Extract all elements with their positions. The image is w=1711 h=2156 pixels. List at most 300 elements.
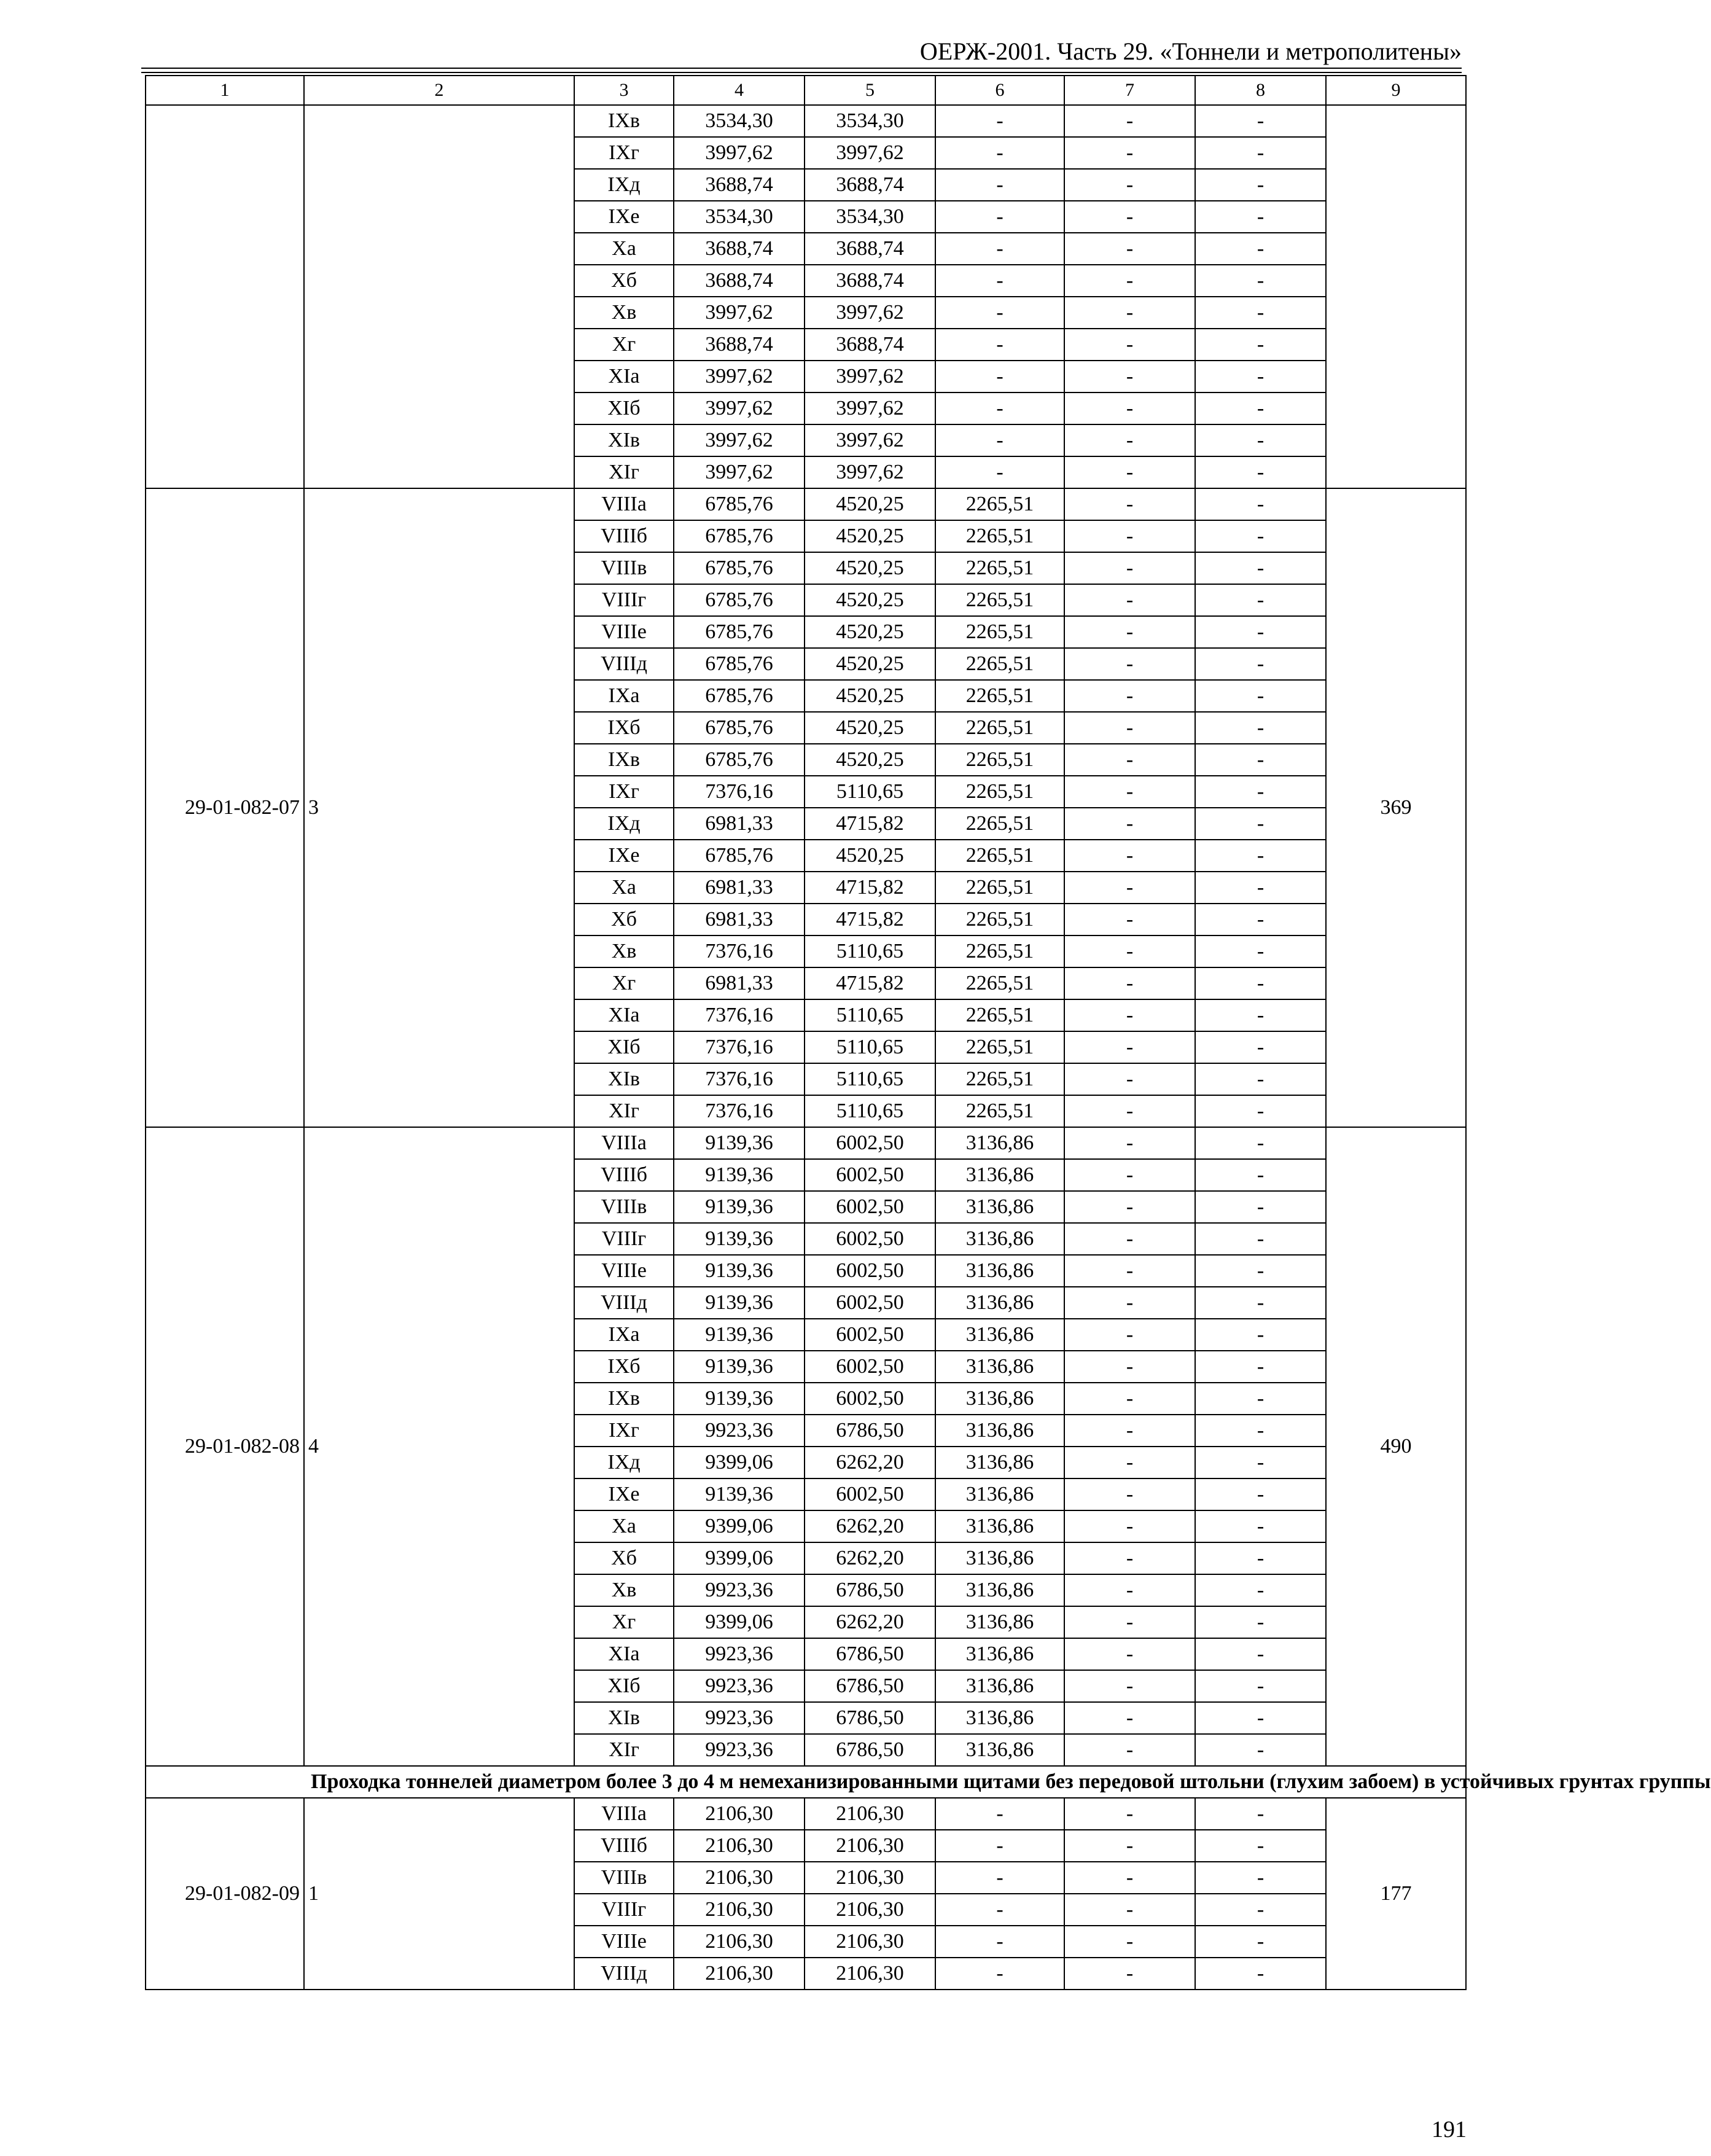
value-cell: 3997,62: [674, 456, 805, 488]
value-cell: 9139,36: [674, 1127, 805, 1159]
value-cell: -: [1064, 1127, 1195, 1159]
column-number: 1: [146, 76, 304, 105]
value-cell: 3688,74: [805, 169, 935, 201]
value-cell: 2265,51: [935, 967, 1064, 999]
column-number: 9: [1326, 76, 1466, 105]
value-cell: -: [1195, 1510, 1326, 1542]
value-cell: 2106,30: [805, 1958, 935, 1990]
material-cell: [1326, 105, 1466, 488]
value-cell: 5110,65: [805, 935, 935, 967]
value-cell: -: [1195, 201, 1326, 233]
value-cell: 6981,33: [674, 904, 805, 935]
value-cell: -: [1064, 776, 1195, 808]
soil-group-cell: Xа: [574, 1510, 674, 1542]
value-cell: 6785,76: [674, 712, 805, 744]
value-cell: 4715,82: [805, 904, 935, 935]
value-cell: -: [1195, 105, 1326, 137]
page-header: ОЕРЖ-2001. Часть 29. «Тоннели и метрополитены»: [919, 37, 1462, 65]
value-cell: -: [935, 105, 1064, 137]
value-cell: 4520,25: [805, 488, 935, 520]
soil-group-cell: IXв: [574, 105, 674, 137]
value-cell: -: [1195, 680, 1326, 712]
value-cell: 6786,50: [805, 1734, 935, 1766]
section-row: [146, 1766, 1466, 1798]
value-cell: -: [1195, 1095, 1326, 1127]
value-cell: 2265,51: [935, 488, 1064, 520]
value-cell: -: [1064, 1159, 1195, 1191]
header-rule: [141, 68, 1462, 69]
value-cell: -: [1064, 137, 1195, 169]
value-cell: 6981,33: [674, 872, 805, 904]
soil-group-cell: XIб: [574, 393, 674, 424]
value-cell: 2265,51: [935, 520, 1064, 552]
value-cell: 2265,51: [935, 584, 1064, 616]
value-cell: 3136,86: [935, 1191, 1064, 1223]
value-cell: 2265,51: [935, 616, 1064, 648]
soil-group-cell: XIв: [574, 1702, 674, 1734]
soil-group-cell: VIIIв: [574, 552, 674, 584]
value-cell: 6785,76: [674, 520, 805, 552]
soil-group-cell: XIб: [574, 1670, 674, 1702]
value-cell: 3997,62: [805, 393, 935, 424]
section-title-cell: [146, 1766, 1711, 1798]
value-cell: -: [1064, 1191, 1195, 1223]
value-cell: -: [935, 169, 1064, 201]
value-cell: -: [1064, 1542, 1195, 1574]
value-cell: 2265,51: [935, 744, 1064, 776]
column-number: 7: [1064, 76, 1195, 105]
value-cell: 3534,30: [674, 105, 805, 137]
value-cell: 3997,62: [674, 137, 805, 169]
value-cell: -: [935, 1798, 1064, 1830]
value-cell: 2265,51: [935, 648, 1064, 680]
value-cell: -: [1195, 1159, 1326, 1191]
column-number: 3: [574, 76, 674, 105]
soil-group-cell: XIг: [574, 1734, 674, 1766]
value-cell: 9923,36: [674, 1734, 805, 1766]
value-cell: 2106,30: [805, 1926, 935, 1958]
value-cell: -: [935, 456, 1064, 488]
value-cell: -: [1195, 329, 1326, 361]
soil-group-cell: VIIIе: [574, 616, 674, 648]
value-cell: 2265,51: [935, 840, 1064, 872]
value-cell: -: [1064, 808, 1195, 840]
value-cell: 2265,51: [935, 712, 1064, 744]
value-cell: -: [1064, 1734, 1195, 1766]
value-cell: -: [1064, 520, 1195, 552]
soil-group-cell: IXв: [574, 744, 674, 776]
value-cell: -: [1195, 233, 1326, 265]
value-cell: 2265,51: [935, 552, 1064, 584]
value-cell: 6785,76: [674, 648, 805, 680]
value-cell: 4715,82: [805, 967, 935, 999]
value-cell: 9139,36: [674, 1191, 805, 1223]
material-cell: 369: [1326, 488, 1466, 1127]
table-row: [146, 1127, 1466, 1159]
value-cell: -: [1064, 1031, 1195, 1063]
value-cell: 9923,36: [674, 1638, 805, 1670]
soil-group-cell: VIIIв: [574, 1191, 674, 1223]
value-cell: 5110,65: [805, 1031, 935, 1063]
soil-group-cell: Xб: [574, 1542, 674, 1574]
value-cell: 9923,36: [674, 1702, 805, 1734]
value-cell: 6002,50: [805, 1127, 935, 1159]
value-cell: -: [1195, 808, 1326, 840]
value-cell: 3136,86: [935, 1606, 1064, 1638]
value-cell: -: [1064, 1063, 1195, 1095]
value-cell: -: [1195, 904, 1326, 935]
value-cell: -: [1064, 1510, 1195, 1542]
value-cell: 6262,20: [805, 1447, 935, 1478]
value-cell: -: [935, 201, 1064, 233]
value-cell: 6785,76: [674, 744, 805, 776]
value-cell: 9399,06: [674, 1606, 805, 1638]
value-cell: 3997,62: [674, 424, 805, 456]
diameter-cell: 1: [304, 1798, 574, 1990]
value-cell: 6785,76: [674, 552, 805, 584]
soil-group-cell: XIа: [574, 1638, 674, 1670]
soil-group-cell: VIIIа: [574, 488, 674, 520]
value-cell: 6786,50: [805, 1702, 935, 1734]
value-cell: -: [1064, 712, 1195, 744]
value-cell: 9923,36: [674, 1574, 805, 1606]
soil-group-cell: Xв: [574, 1574, 674, 1606]
soil-group-cell: IXе: [574, 1478, 674, 1510]
value-cell: 9923,36: [674, 1670, 805, 1702]
column-number: 5: [805, 76, 935, 105]
value-cell: 6002,50: [805, 1223, 935, 1255]
value-cell: -: [1064, 1702, 1195, 1734]
value-cell: -: [1195, 648, 1326, 680]
value-cell: -: [1195, 1734, 1326, 1766]
value-cell: 2106,30: [805, 1830, 935, 1862]
value-cell: 7376,16: [674, 1095, 805, 1127]
value-cell: 7376,16: [674, 776, 805, 808]
value-cell: 4520,25: [805, 680, 935, 712]
value-cell: 3136,86: [935, 1351, 1064, 1383]
value-cell: 6002,50: [805, 1255, 935, 1287]
value-cell: -: [1195, 169, 1326, 201]
value-cell: 3136,86: [935, 1127, 1064, 1159]
soil-group-cell: VIIIе: [574, 1255, 674, 1287]
value-cell: -: [1064, 1606, 1195, 1638]
value-cell: 9139,36: [674, 1319, 805, 1351]
value-cell: -: [1195, 1702, 1326, 1734]
value-cell: -: [1195, 1127, 1326, 1159]
value-cell: 3136,86: [935, 1287, 1064, 1319]
value-cell: 6981,33: [674, 967, 805, 999]
value-cell: -: [1064, 1415, 1195, 1447]
column-number: 4: [674, 76, 805, 105]
material-cell: 177: [1326, 1798, 1466, 1990]
value-cell: 3688,74: [674, 169, 805, 201]
value-cell: -: [1195, 935, 1326, 967]
value-cell: 6786,50: [805, 1638, 935, 1670]
value-cell: 3534,30: [805, 105, 935, 137]
value-cell: 2265,51: [935, 1063, 1064, 1095]
value-cell: -: [1064, 1351, 1195, 1383]
value-cell: 6262,20: [805, 1606, 935, 1638]
value-cell: 2265,51: [935, 776, 1064, 808]
value-cell: -: [1195, 552, 1326, 584]
soil-group-cell: VIIIа: [574, 1127, 674, 1159]
value-cell: -: [1195, 967, 1326, 999]
value-cell: 2106,30: [674, 1830, 805, 1862]
soil-group-cell: Xг: [574, 1606, 674, 1638]
soil-group-cell: VIIIд: [574, 1958, 674, 1990]
value-cell: 3136,86: [935, 1670, 1064, 1702]
value-cell: -: [935, 424, 1064, 456]
soil-group-cell: IXб: [574, 1351, 674, 1383]
value-cell: 9923,36: [674, 1415, 805, 1447]
soil-group-cell: Xг: [574, 329, 674, 361]
value-cell: -: [1064, 935, 1195, 967]
value-cell: -: [1064, 744, 1195, 776]
value-cell: -: [1064, 1383, 1195, 1415]
value-cell: -: [1064, 648, 1195, 680]
value-cell: -: [1064, 105, 1195, 137]
value-cell: 2106,30: [674, 1894, 805, 1926]
value-cell: -: [1195, 1478, 1326, 1510]
value-cell: -: [1195, 1447, 1326, 1478]
value-cell: 7376,16: [674, 1031, 805, 1063]
soil-group-cell: IXа: [574, 680, 674, 712]
value-cell: 6785,76: [674, 680, 805, 712]
value-cell: -: [1195, 776, 1326, 808]
value-cell: -: [1195, 1862, 1326, 1894]
value-cell: 5110,65: [805, 1095, 935, 1127]
header-rule: [141, 72, 1462, 73]
value-cell: 3688,74: [674, 233, 805, 265]
soil-group-cell: Xа: [574, 233, 674, 265]
soil-group-cell: Xв: [574, 935, 674, 967]
value-cell: -: [1195, 297, 1326, 329]
soil-group-cell: XIа: [574, 999, 674, 1031]
value-cell: -: [1064, 488, 1195, 520]
soil-group-cell: Xа: [574, 872, 674, 904]
value-cell: 9399,06: [674, 1510, 805, 1542]
value-cell: 3534,30: [805, 201, 935, 233]
value-cell: -: [1195, 393, 1326, 424]
value-cell: 9399,06: [674, 1542, 805, 1574]
value-cell: 2265,51: [935, 872, 1064, 904]
value-cell: -: [1064, 1894, 1195, 1926]
diameter-cell: 3: [304, 488, 574, 1127]
value-cell: -: [1064, 1478, 1195, 1510]
value-cell: -: [1195, 265, 1326, 297]
value-cell: -: [1195, 456, 1326, 488]
value-cell: 3136,86: [935, 1319, 1064, 1351]
value-cell: -: [1064, 1958, 1195, 1990]
value-cell: 3688,74: [674, 265, 805, 297]
soil-group-cell: XIв: [574, 1063, 674, 1095]
value-cell: 6785,76: [674, 488, 805, 520]
value-cell: 3136,86: [935, 1510, 1064, 1542]
value-cell: 2106,30: [674, 1798, 805, 1830]
value-cell: 2106,30: [674, 1862, 805, 1894]
value-cell: -: [1064, 904, 1195, 935]
value-cell: 6002,50: [805, 1478, 935, 1510]
value-cell: -: [935, 297, 1064, 329]
value-cell: -: [1195, 1031, 1326, 1063]
soil-group-cell: XIб: [574, 1031, 674, 1063]
value-cell: 6002,50: [805, 1319, 935, 1351]
value-cell: -: [1195, 1926, 1326, 1958]
value-cell: -: [1195, 137, 1326, 169]
value-cell: -: [1195, 1191, 1326, 1223]
value-cell: 9139,36: [674, 1287, 805, 1319]
value-cell: -: [1064, 872, 1195, 904]
value-cell: -: [1064, 329, 1195, 361]
value-cell: -: [1064, 999, 1195, 1031]
table-row: [146, 488, 1466, 520]
value-cell: 2265,51: [935, 904, 1064, 935]
value-cell: 6002,50: [805, 1383, 935, 1415]
value-cell: 3688,74: [805, 233, 935, 265]
value-cell: 7376,16: [674, 999, 805, 1031]
value-cell: -: [1195, 1542, 1326, 1574]
value-cell: 3997,62: [805, 137, 935, 169]
value-cell: 3136,86: [935, 1255, 1064, 1287]
value-cell: 2265,51: [935, 808, 1064, 840]
soil-group-cell: IXд: [574, 1447, 674, 1478]
rates-table: [145, 75, 1711, 1990]
value-cell: -: [1195, 1063, 1326, 1095]
soil-group-cell: IXа: [574, 1319, 674, 1351]
soil-group-cell: IXд: [574, 169, 674, 201]
section-title: Проходка тоннелей диаметром более 3 до 4 м немеханизированными щитами без передовой штольни (глухим забоем) в устойчивых грунтах группы: [311, 1770, 1711, 1793]
value-cell: -: [1064, 584, 1195, 616]
value-cell: 3136,86: [935, 1223, 1064, 1255]
soil-group-cell: VIIIб: [574, 1159, 674, 1191]
value-cell: -: [1195, 1351, 1326, 1383]
value-cell: -: [1195, 520, 1326, 552]
value-cell: -: [1064, 680, 1195, 712]
value-cell: 3997,62: [805, 297, 935, 329]
diameter-cell: [304, 105, 574, 488]
value-cell: -: [1195, 1958, 1326, 1990]
value-cell: -: [1195, 1638, 1326, 1670]
value-cell: -: [1064, 1830, 1195, 1862]
value-cell: 7376,16: [674, 935, 805, 967]
value-cell: -: [1064, 1255, 1195, 1287]
norm-code-cell: 29-01-082-09: [146, 1798, 304, 1990]
value-cell: -: [1195, 1415, 1326, 1447]
value-cell: -: [935, 1830, 1064, 1862]
value-cell: 3136,86: [935, 1574, 1064, 1606]
value-cell: -: [935, 1894, 1064, 1926]
value-cell: 5110,65: [805, 999, 935, 1031]
value-cell: -: [1064, 1638, 1195, 1670]
value-cell: 9139,36: [674, 1351, 805, 1383]
value-cell: -: [1064, 393, 1195, 424]
column-number-row: [146, 76, 1466, 105]
value-cell: 4520,25: [805, 648, 935, 680]
soil-group-cell: VIIIг: [574, 584, 674, 616]
soil-group-cell: IXг: [574, 776, 674, 808]
value-cell: -: [935, 1862, 1064, 1894]
soil-group-cell: IXб: [574, 712, 674, 744]
value-cell: 2265,51: [935, 999, 1064, 1031]
value-cell: -: [935, 393, 1064, 424]
value-cell: -: [1195, 1830, 1326, 1862]
value-cell: 3688,74: [805, 265, 935, 297]
value-cell: -: [1195, 840, 1326, 872]
value-cell: 5110,65: [805, 1063, 935, 1095]
value-cell: 4520,25: [805, 584, 935, 616]
value-cell: -: [1064, 424, 1195, 456]
value-cell: -: [1195, 1255, 1326, 1287]
value-cell: -: [1064, 1926, 1195, 1958]
value-cell: -: [1064, 1447, 1195, 1478]
value-cell: 3997,62: [805, 361, 935, 393]
value-cell: 2265,51: [935, 1095, 1064, 1127]
soil-group-cell: VIIIг: [574, 1223, 674, 1255]
value-cell: -: [1195, 1574, 1326, 1606]
value-cell: 3136,86: [935, 1702, 1064, 1734]
value-cell: -: [1195, 1894, 1326, 1926]
norm-code-cell: 29-01-082-08: [146, 1127, 304, 1766]
value-cell: 3136,86: [935, 1542, 1064, 1574]
value-cell: -: [1195, 616, 1326, 648]
norm-code-cell: 29-01-082-07: [146, 488, 304, 1127]
soil-group-cell: VIIIд: [574, 648, 674, 680]
column-number: 8: [1195, 76, 1326, 105]
value-cell: 9139,36: [674, 1223, 805, 1255]
soil-group-cell: VIIIг: [574, 1894, 674, 1926]
value-cell: -: [1064, 1319, 1195, 1351]
value-cell: -: [1064, 840, 1195, 872]
value-cell: 4520,25: [805, 520, 935, 552]
soil-group-cell: IXв: [574, 1383, 674, 1415]
value-cell: -: [1064, 552, 1195, 584]
value-cell: 3534,30: [674, 201, 805, 233]
value-cell: -: [935, 265, 1064, 297]
value-cell: -: [935, 1926, 1064, 1958]
page-number: 191: [1432, 2117, 1467, 2142]
value-cell: -: [1195, 1383, 1326, 1415]
soil-group-cell: VIIIб: [574, 1830, 674, 1862]
value-cell: 2265,51: [935, 1031, 1064, 1063]
value-cell: 6786,50: [805, 1415, 935, 1447]
value-cell: -: [1195, 872, 1326, 904]
value-cell: 3136,86: [935, 1447, 1064, 1478]
value-cell: -: [1195, 1606, 1326, 1638]
value-cell: -: [1064, 1287, 1195, 1319]
value-cell: 3136,86: [935, 1734, 1064, 1766]
value-cell: 7376,16: [674, 1063, 805, 1095]
value-cell: 4520,25: [805, 744, 935, 776]
value-cell: 6002,50: [805, 1287, 935, 1319]
soil-group-cell: VIIIа: [574, 1798, 674, 1830]
value-cell: -: [935, 329, 1064, 361]
soil-group-cell: XIг: [574, 1095, 674, 1127]
value-cell: 3997,62: [805, 424, 935, 456]
value-cell: 2106,30: [674, 1958, 805, 1990]
value-cell: -: [1064, 456, 1195, 488]
value-cell: 3997,62: [674, 393, 805, 424]
value-cell: 3688,74: [805, 329, 935, 361]
value-cell: -: [1064, 233, 1195, 265]
value-cell: -: [1064, 1862, 1195, 1894]
column-number: 6: [935, 76, 1064, 105]
soil-group-cell: Xб: [574, 265, 674, 297]
value-cell: 6002,50: [805, 1159, 935, 1191]
value-cell: 3136,86: [935, 1383, 1064, 1415]
value-cell: 2265,51: [935, 935, 1064, 967]
value-cell: 4520,25: [805, 552, 935, 584]
value-cell: -: [1064, 297, 1195, 329]
